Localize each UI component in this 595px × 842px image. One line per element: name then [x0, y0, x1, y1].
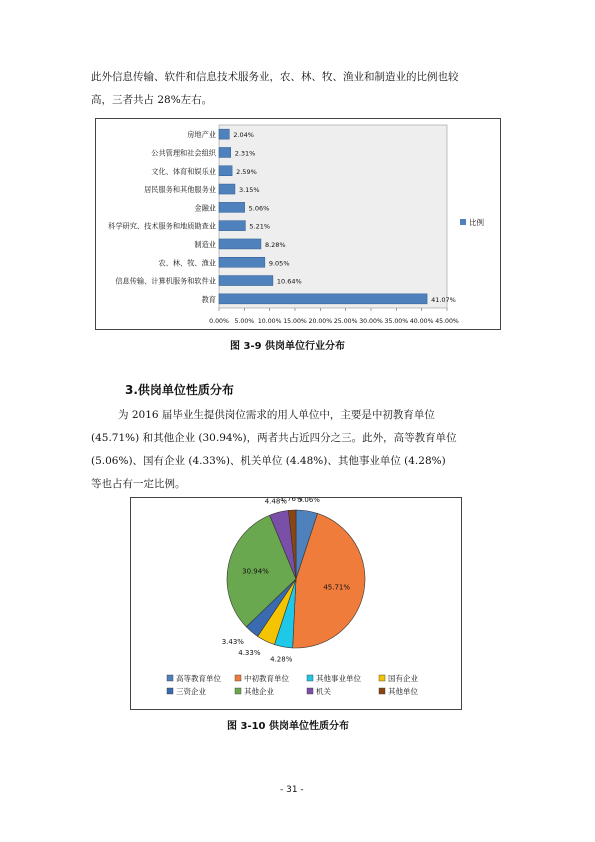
- section-line-3: (5.06%)、国有企业 (4.33%)、机关单位 (4.48%)、其他事业单位 (4.28%): [91, 455, 446, 467]
- data-label: 2.59%: [236, 167, 257, 176]
- x-tick-label: 40.00%: [409, 318, 434, 325]
- legend-swatch: [235, 675, 241, 681]
- legend-swatch: [379, 675, 385, 681]
- pie-data-label: 4.28%: [270, 655, 293, 664]
- data-label: 5.06%: [248, 204, 270, 213]
- x-tick-label: 10.00%: [257, 318, 282, 325]
- data-label: 2.04%: [233, 131, 254, 140]
- legend-swatch: [167, 688, 173, 694]
- bar: [219, 147, 231, 157]
- pie-data-label: 4.48%: [264, 498, 287, 506]
- unit-nature-pie-chart: [130, 497, 462, 710]
- category-label: 居民服务和其他服务业: [144, 185, 216, 195]
- category-label: 制造业: [194, 239, 216, 249]
- category-label: 公共管理和社会组织: [151, 148, 216, 158]
- bar: [219, 294, 427, 304]
- intro-line-2: 高，三者共占 28%左右。: [91, 94, 213, 106]
- legend-swatch: [460, 219, 466, 225]
- legend-label: 其他单位: [388, 687, 418, 696]
- pie-data-label: 45.71%: [323, 583, 351, 592]
- legend-label: 国有企业: [388, 674, 418, 683]
- data-label: 10.64%: [276, 277, 302, 286]
- bar: [219, 202, 245, 212]
- industry-bar-chart-svg: [96, 119, 500, 329]
- figure-3-10-caption: 图 3-10 供岗单位性质分布: [227, 721, 349, 732]
- x-tick-label: 35.00%: [384, 318, 409, 325]
- section-heading: 3.供岗单位性质分布: [125, 383, 234, 397]
- data-label: 5.21%: [249, 222, 271, 231]
- legend-swatch: [307, 688, 313, 694]
- bar: [219, 239, 261, 249]
- legend-label: 高等教育单位: [176, 674, 221, 683]
- category-label: 科学研究、技术服务和地质勘查业: [108, 221, 216, 231]
- legend-swatch: [167, 675, 173, 681]
- x-tick-label: 45.00%: [435, 318, 459, 325]
- legend-swatch: [379, 688, 385, 694]
- x-tick-label: 25.00%: [333, 318, 358, 325]
- x-tick-label: 15.00%: [283, 318, 307, 325]
- data-label: 3.15%: [238, 186, 260, 195]
- x-tick-label: 20.00%: [308, 318, 333, 325]
- legend-label: 比例: [469, 218, 484, 227]
- data-label: 8.28%: [264, 240, 286, 249]
- pie-data-label: 5.06%: [297, 498, 320, 505]
- category-label: 文化、体育和娱乐业: [151, 166, 216, 176]
- pie-data-label: 30.94%: [242, 567, 269, 576]
- pie-data-label: 1.76%: [280, 498, 303, 504]
- legend-label: 三资企业: [176, 687, 206, 696]
- bar: [219, 276, 273, 286]
- pie-data-label: 4.33%: [238, 648, 261, 657]
- category-label: 金融业: [194, 203, 216, 213]
- category-label: 教育: [201, 294, 216, 304]
- legend-label: 其他企业: [244, 687, 274, 696]
- bar: [219, 129, 229, 139]
- legend-label: 其他事业单位: [316, 674, 361, 683]
- category-label: 信息传输、计算机服务和软件业: [115, 276, 216, 286]
- legend-label: 中初教育单位: [244, 674, 289, 683]
- section-line-1: 为 2016 届毕业生提供岗位需求的用人单位中，主要是中初教育单位: [118, 409, 435, 421]
- section-line-2: (45.71%) 和其他企业 (30.94%)，两者共占近四分之三。此外，高等教育单位: [91, 432, 457, 444]
- bar: [219, 184, 235, 194]
- bar: [219, 221, 245, 231]
- section-line-4: 等也占有一定比例。: [91, 478, 186, 490]
- unit-nature-pie-chart-svg: [131, 498, 461, 709]
- pie-data-label: 3.43%: [221, 638, 244, 647]
- industry-bar-chart: [95, 118, 501, 330]
- data-label: 9.05%: [268, 259, 290, 268]
- intro-line-1: 此外信息传输、软件和信息技术服务业，农、林、牧、渔业和制造业的比例也较: [91, 71, 459, 83]
- legend-swatch: [235, 688, 241, 694]
- x-tick-label: 5.00%: [234, 318, 255, 325]
- figure-3-9-caption: 图 3-9 供岗单位行业分布: [230, 341, 346, 352]
- data-label: 2.31%: [234, 149, 256, 158]
- bar: [219, 257, 265, 267]
- category-label: 房地产业: [187, 130, 216, 140]
- legend-swatch: [307, 675, 313, 681]
- legend-label: 机关: [316, 687, 331, 696]
- x-tick-label: 30.00%: [359, 318, 383, 325]
- bar: [219, 166, 232, 176]
- category-label: 农、林、牧、渔业: [158, 258, 216, 268]
- page-number: - 31 -: [280, 785, 304, 795]
- x-tick-label: 0.00%: [209, 318, 229, 325]
- data-label: 41.07%: [431, 295, 456, 304]
